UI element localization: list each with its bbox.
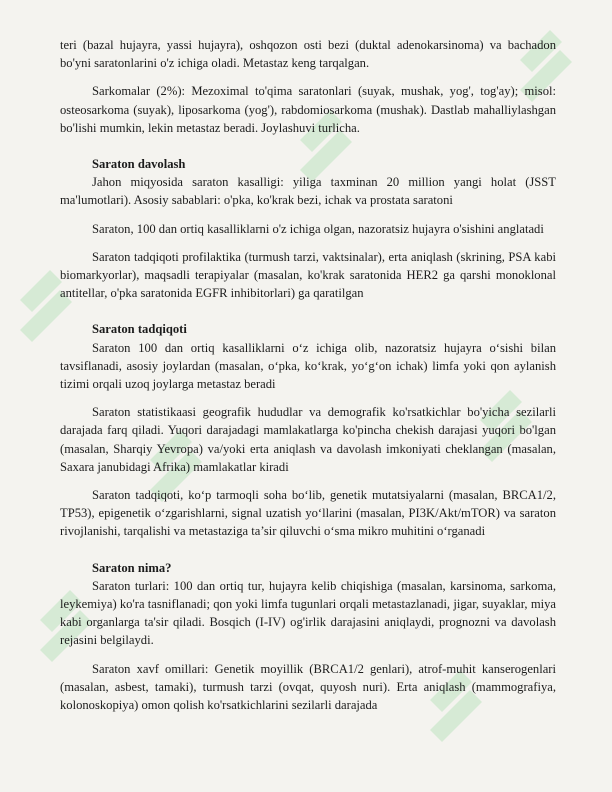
document-page [60,36,556,714]
section-heading: Saraton nima? [92,560,172,575]
paragraph: Sarkomalar (2%): Mezoximal to'qima saratonlari (suyak, mushak, yog', tog'ay); misol: osteosarkoma (suyak), liposarkoma (yog'), rabdomiosarkoma (mushak). Dastlab mahalliylashgan bo'lishi mumkin, lekin metastaz beradi. Joylashuvi turlicha. [60,84,556,135]
paragraph: Saraton turlari: 100 dan ortiq tur, hujayra kelib chiqishiga (masalan, karsinoma, sarkoma, leykemiya) ko'ra tasniflanadi; qon yoki limfa tugunlari orqali metastazlanadi, jigar, suyaklar, miya kabi organlarga ta'sir qiladi. Bosqich (I-IV) og'irlik darajasini aniqlaydi, prognozni va davolash rejasini belgilaydi. [60,578,556,648]
paragraph: Saraton, 100 dan ortiq kasalliklarni o'z ichiga olgan, nazoratsiz hujayra o'sishini anglatadi [92,221,544,236]
paragraph: Saraton xavf omillari: Genetik moyillik (BRCA1/2 genlari), atrof-muhit kanserogenlari (masalan, asbest, tamaki), turmush tarzi (ovqat, quyosh nuri). Erta aniqlash (mammografiya, kolonoskopiya) omon qolish ko'rsatkichlarini sezilarli darajada [60,661,556,713]
section-heading: Saraton tadqiqoti [92,322,187,337]
section-heading: Saraton davolash [92,157,186,172]
paragraph: Jahon miqyosida saraton kasalligi: yiliga taxminan 20 million yangi holat (JSST ma'lumotlari). Asosiy sabablari: o'pka, ko'krak bezi, ichak va prostata saratoni [60,175,556,208]
paragraph: Saraton 100 dan ortiq kasalliklarni o‘z ichiga olib, nazoratsiz hujayra o‘sishi bilan tavsiflanadi, asosiy joylardan (masalan, o‘pka, ko‘krak, yo‘g‘on ichak) limfa yoki qon aylanish tizimi orqali uzoq joylarga metastaz beradi [60,340,556,392]
paragraph: Saraton statistikaasi geografik hududlar va demografik ko'rsatkichlar bo'yicha sezilarli darajada farq qiladi. Yuqori darajadagi mamlakatlarga ko'pincha chekish darajasi yuqori bo'lgan (masalan, Sharqiy Yevropa) va/yoki erta aniqlash va davolash imkoniyati cheklangan (masalan, Saxara janubidagi Afrika) mamlakatlar kiradi [60,405,556,474]
paragraph: Saraton tadqiqoti, ko‘p tarmoqli soha bo‘lib, genetik mutatsiyalarni (masalan, BRCA1/2, TP53), epigenetik o‘zgarishlarni, signal uzatish yo‘llarini (masalan, PI3K/Akt/mTOR) va saraton rivojlanishi, tarqalishi va metastaziga ta’sir qiluvchi o‘sma mikro muhitini o‘rganadi [60,488,556,539]
paragraph: Saraton tadqiqoti profilaktika (turmush tarzi, vaktsinalar), erta aniqlash (skrining, PSA kabi biomarkyorlar), maqsadli terapiyalar (masalan, ko'krak saratonida HER2 ga qarshi monoklonal antitellar, o'pka saratonida EGFR inhibitorlari) ga qaratilgan [60,249,556,301]
paragraph: teri (bazal hujayra, yassi hujayra), oshqozon osti bezi (duktal adenokarsinoma) va bachadon bo'yni saratonlarini o'z ichiga oladi. Metastaz keng tarqalgan. [60,38,556,71]
